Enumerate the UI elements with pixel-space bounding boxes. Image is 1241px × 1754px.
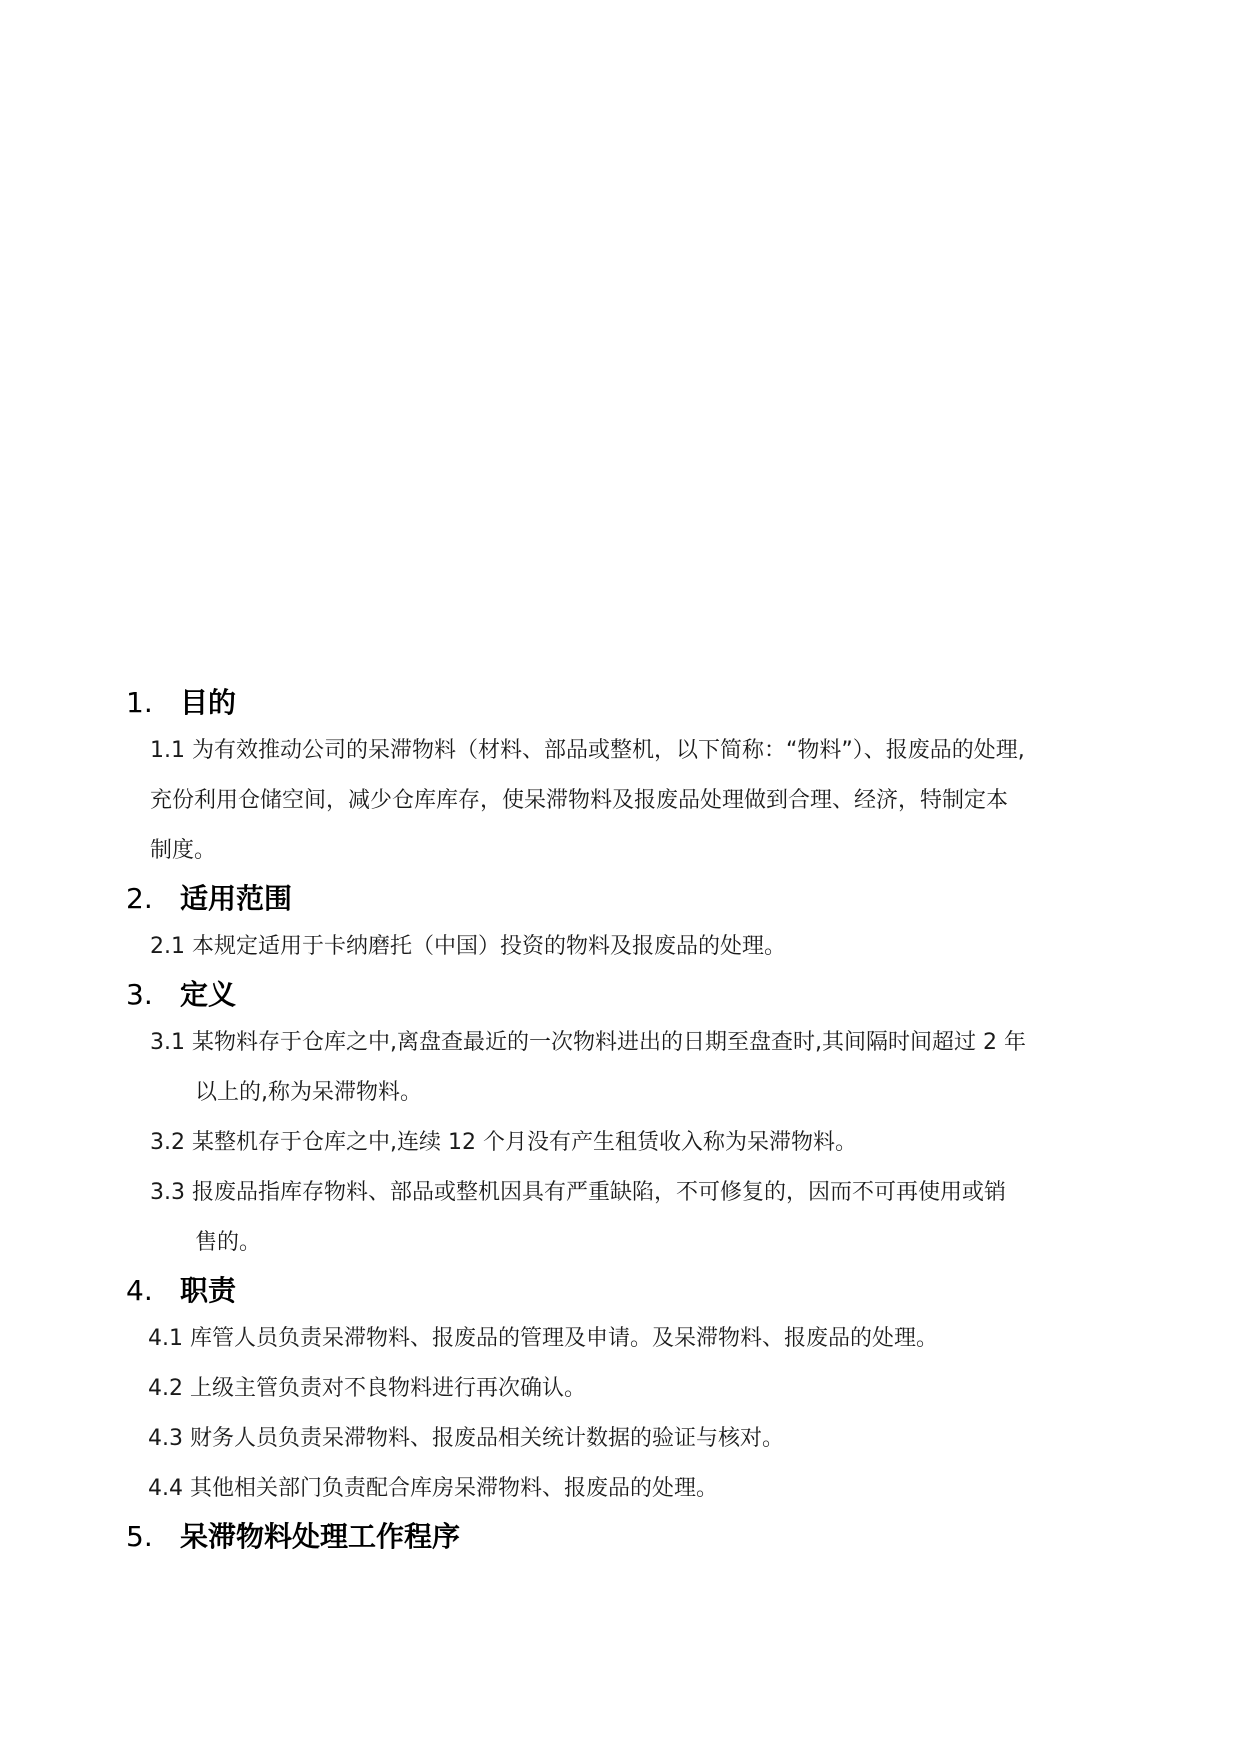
responsibility-4-4	[148, 1464, 1136, 1514]
section-heading	[126, 680, 1136, 726]
section-heading	[126, 1268, 1136, 1314]
definition-3-1	[150, 1018, 1136, 1118]
section-title: 定义	[180, 978, 237, 1011]
paragraph-line: 1.1 为有效推动公司的呆滞物料（材料、部品或整机，以下简称：“物料”）、报废品的处理,	[150, 738, 1025, 763]
section-definitions	[126, 972, 1136, 1268]
section-heading	[126, 876, 1136, 922]
section-procedure	[126, 1514, 1136, 1560]
section-title: 适用范围	[180, 882, 293, 915]
item-line: 3.3 报废品指库存物料、部品或整机因具有严重缺陷，不可修复的，因而不可再使用或销	[150, 1180, 1006, 1205]
section-title: 目的	[180, 686, 237, 719]
section-number: 4.	[126, 1274, 153, 1307]
document-body	[126, 680, 1136, 1560]
paragraph-1-1	[150, 726, 1136, 876]
item-line-continuation: 售的。	[195, 1230, 262, 1255]
responsibility-4-2	[148, 1364, 1136, 1414]
paragraph-line: 2.1 本规定适用于卡纳磨托（中国）投资的物料及报废品的处理。	[150, 934, 786, 959]
paragraph-2-1	[150, 922, 1136, 972]
responsibility-4-3	[148, 1414, 1136, 1464]
definition-3-3	[150, 1168, 1136, 1268]
section-title: 呆滞物料处理工作程序	[180, 1520, 461, 1553]
section-title: 职责	[180, 1274, 237, 1307]
item-line: 4.4 其他相关部门负责配合库房呆滞物料、报废品的处理。	[148, 1476, 718, 1501]
section-number: 2.	[126, 882, 153, 915]
section-heading	[126, 972, 1136, 1018]
responsibility-4-1	[148, 1314, 1136, 1364]
section-heading	[126, 1514, 1136, 1560]
item-line: 4.1 库管人员负责呆滞物料、报废品的管理及申请。及呆滞物料、报废品的处理。	[148, 1326, 938, 1351]
item-line: 3.1 某物料存于仓库之中,离盘查最近的一次物料进出的日期至盘查时,其间隔时间超过 2 年	[150, 1030, 1026, 1055]
paragraph-line: 充份利用仓储空间，减少仓库库存，使呆滞物料及报废品处理做到合理、经济，特制定本	[150, 788, 1009, 813]
item-line: 3.2 某整机存于仓库之中,连续 12 个月没有产生租赁收入称为呆滞物料。	[150, 1130, 857, 1155]
section-purpose	[126, 680, 1136, 876]
section-number: 3.	[126, 978, 153, 1011]
item-line: 4.3 财务人员负责呆滞物料、报废品相关统计数据的验证与核对。	[148, 1426, 784, 1451]
item-line-continuation: 以上的,称为呆滞物料。	[195, 1080, 422, 1105]
section-scope	[126, 876, 1136, 972]
section-number: 5.	[126, 1520, 153, 1553]
definition-3-2	[150, 1118, 1136, 1168]
section-responsibilities	[126, 1268, 1136, 1514]
paragraph-line: 制度。	[150, 838, 217, 863]
section-number: 1.	[126, 686, 153, 719]
item-line: 4.2 上级主管负责对不良物料进行再次确认。	[148, 1376, 586, 1401]
